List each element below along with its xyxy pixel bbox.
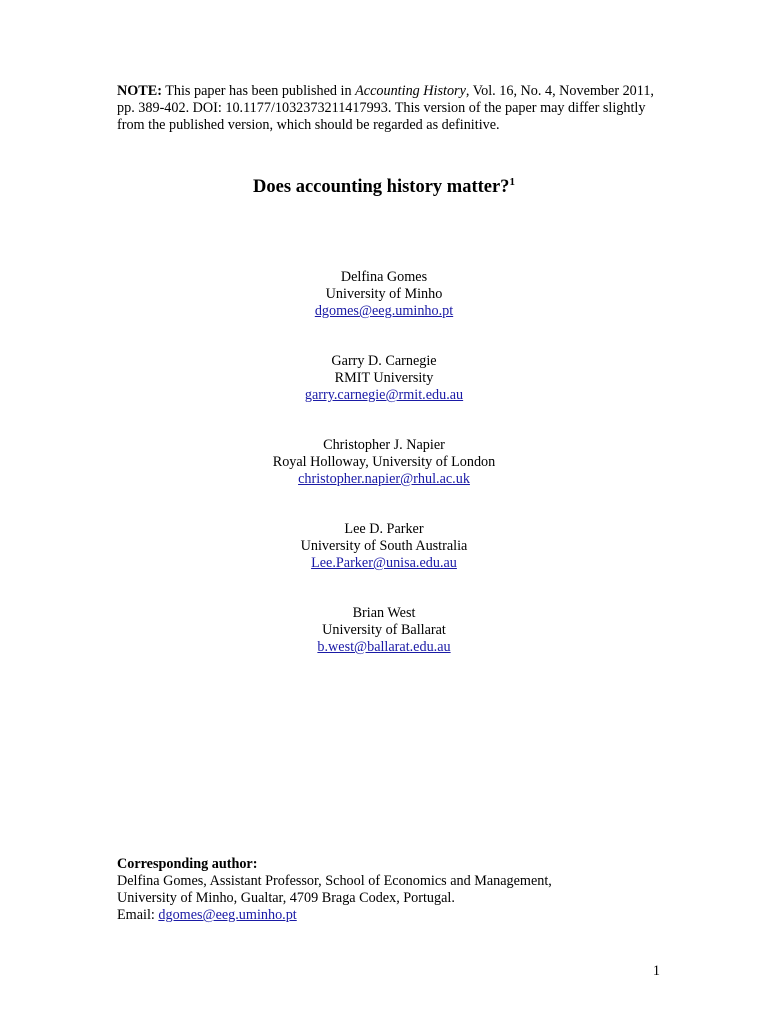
- author-name: Lee D. Parker: [344, 521, 424, 537]
- author-name: Garry D. Carnegie: [331, 353, 437, 369]
- journal-name: Accounting History: [355, 83, 466, 99]
- page-number: 1: [652, 963, 660, 979]
- author-block: [0, 437, 768, 488]
- author-email-link[interactable]: christopher.napier@rhul.ac.uk: [298, 471, 470, 487]
- paper-title: [0, 175, 768, 199]
- author-email-link[interactable]: Lee.Parker@unisa.edu.au: [311, 555, 457, 571]
- paper-title-text: Does accounting history matter?: [253, 177, 510, 197]
- author-block: [0, 521, 768, 572]
- corresponding-line: Delfina Gomes, Assistant Professor, School of Economics and Management,: [117, 873, 552, 889]
- note-text-after: , Vol. 16, No. 4, November 2011, pp. 389-402. DOI: 10.1177/1032373211417993. This version of the paper may differ slightly from the published version, which should be regarded as definitive.: [117, 83, 654, 133]
- corresponding-author: [117, 856, 657, 924]
- corresponding-heading: Corresponding author:: [117, 856, 258, 872]
- note-text-before: This paper has been published in: [161, 83, 356, 99]
- author-block: [0, 605, 768, 656]
- author-affiliation: University of Ballarat: [322, 622, 446, 638]
- publication-note: [117, 83, 657, 134]
- author-affiliation: RMIT University: [334, 370, 434, 386]
- note-label: NOTE:: [117, 83, 162, 99]
- author-affiliation: University of South Australia: [300, 538, 468, 554]
- title-footnote-mark: 1: [509, 175, 515, 188]
- author-affiliation: Royal Holloway, University of London: [272, 454, 496, 470]
- email-label: Email:: [117, 907, 159, 923]
- author-name: Brian West: [352, 605, 416, 621]
- author-email-link[interactable]: dgomes@eeg.uminho.pt: [314, 303, 454, 319]
- author-block: [0, 353, 768, 404]
- corresponding-email-link[interactable]: dgomes@eeg.uminho.pt: [158, 907, 297, 923]
- author-name: Christopher J. Napier: [323, 437, 445, 453]
- corresponding-email-row: [117, 907, 657, 924]
- corresponding-line: University of Minho, Gualtar, 4709 Braga Codex, Portugal.: [117, 890, 455, 906]
- author-email-link[interactable]: b.west@ballarat.edu.au: [317, 639, 451, 655]
- author-block: [0, 269, 768, 320]
- author-email-link[interactable]: garry.carnegie@rmit.edu.au: [304, 387, 464, 403]
- author-name: Delfina Gomes: [340, 269, 428, 285]
- author-affiliation: University of Minho: [325, 286, 443, 302]
